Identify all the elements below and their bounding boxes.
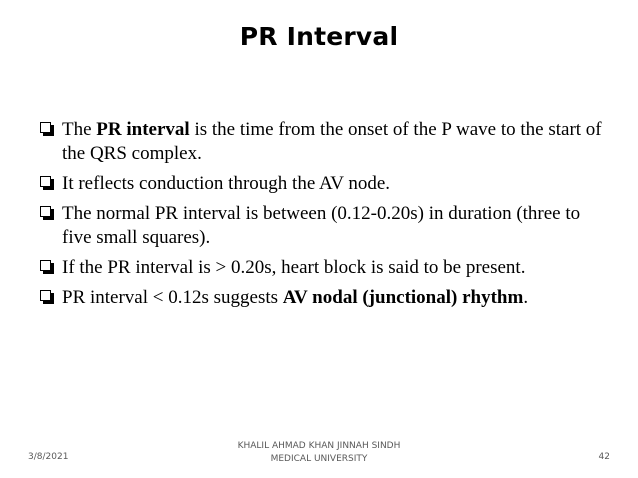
bullet-text: [62, 287, 528, 308]
bold-term: PR interval: [96, 119, 190, 140]
bullet-text: [62, 257, 525, 278]
bullet-list: [40, 118, 610, 316]
bullet-item: [40, 118, 610, 166]
bullet-item: [40, 172, 610, 196]
text-run: The normal PR interval is between (0.12-0.20s) in duration (three to five small squares).: [62, 203, 581, 248]
footer-page-number: 42: [598, 452, 610, 462]
checkbox-square-icon: [40, 206, 54, 220]
footer-institution-line: MEDICAL UNIVERSITY: [270, 454, 368, 464]
slide-title: PR Interval: [239, 22, 399, 51]
footer-date: 3/8/2021: [28, 452, 69, 462]
bullet-text: [62, 173, 390, 194]
text-run: The: [62, 119, 97, 140]
text-run: It reflects conduction through the AV node.: [62, 173, 391, 194]
checkbox-square-icon: [40, 176, 54, 190]
footer-institution-line: KHALIL AHMAD KHAN JINNAH SINDH: [237, 441, 401, 451]
bullet-item: [40, 286, 610, 310]
checkbox-square-icon: [40, 260, 54, 274]
bold-term: AV nodal (junctional) rhythm: [282, 287, 524, 308]
text-run: is the time from the onset of the P wave to the start of the QRS complex.: [62, 119, 602, 164]
bullet-item: [40, 256, 610, 280]
bullet-text: [62, 203, 580, 248]
text-run: .: [523, 287, 529, 308]
footer-institution: [200, 440, 438, 466]
bullet-item: [40, 202, 610, 250]
checkbox-square-icon: [40, 122, 54, 136]
bullet-text: [62, 119, 602, 164]
checkbox-square-icon: [40, 290, 54, 304]
text-run: If the PR interval is > 0.20s, heart block is said to be present.: [62, 257, 526, 278]
text-run: PR interval < 0.12s suggests: [62, 287, 283, 308]
